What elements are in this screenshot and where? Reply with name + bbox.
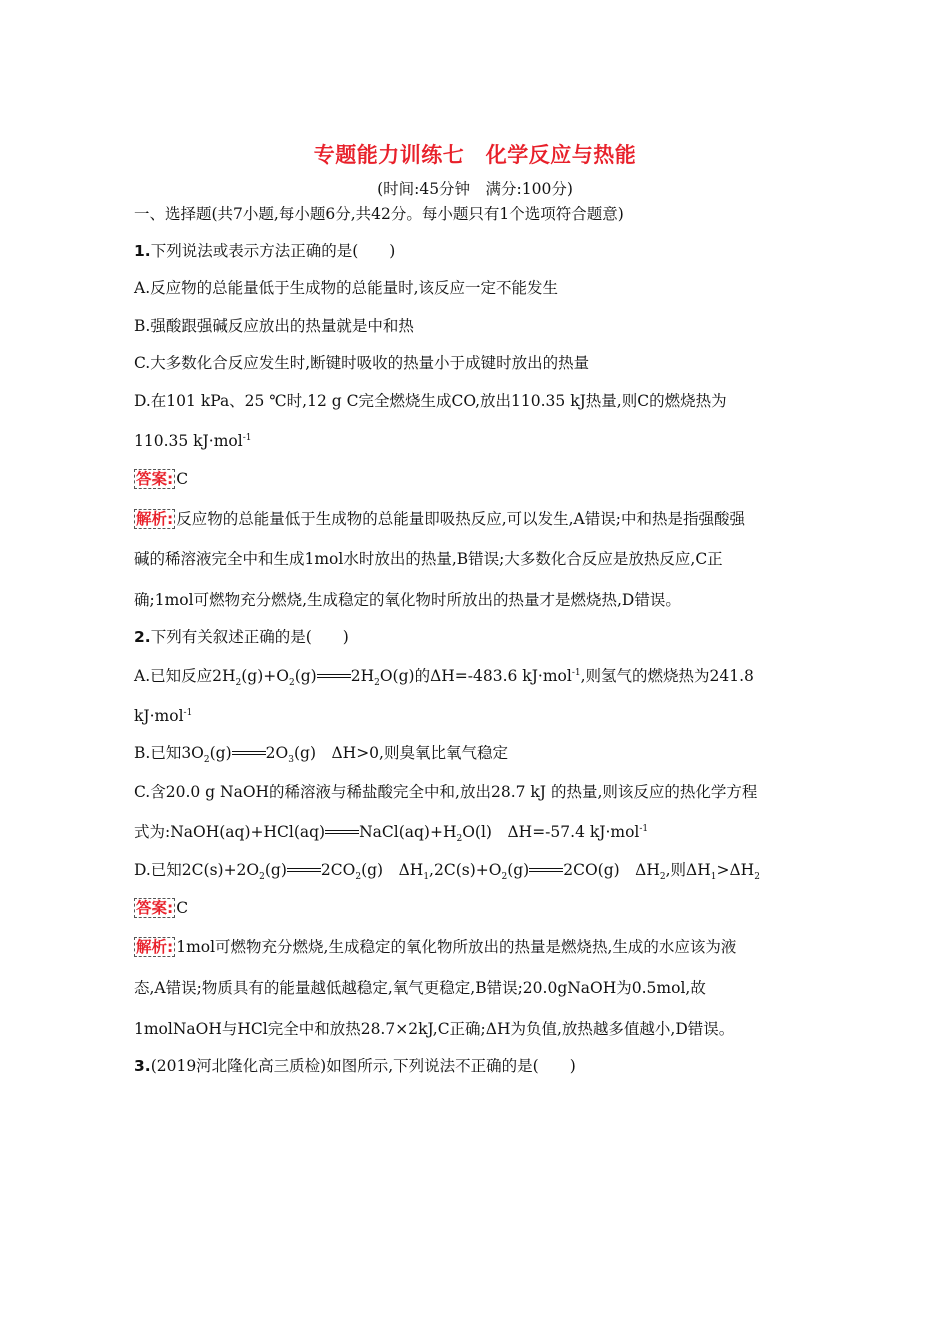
equation-double-bar-icon: [232, 749, 266, 759]
answer-label: 答案:: [136, 899, 174, 917]
equation-double-bar-icon: [325, 828, 359, 838]
question-2-analysis-line-2: 态,A错误;物质具有的能量越低越稳定,氧气更稳定,B错误;20.0gNaOH为0.5mol,故: [134, 979, 706, 997]
question-2-analysis: 解析: 1mol可燃物充分燃烧,生成稳定的氧化物所放出的热量是燃烧热,生成的水应该为液: [136, 938, 737, 956]
question-2-analysis-line-3: 1molNaOH与HCl完全中和放热28.7×2kJ,C正确;ΔH为负值,放热越多值越小,D错误。: [134, 1020, 735, 1038]
question-2-option-d: D.已知$2C(s)+2O_2(g)$ $2CO_2(g)$ $\Delta H_1,2C(s)+O_2(g)$ 2CO(g) $\Delta H_2$,则$\Delta H_1>\Delta H_2$: [134, 861, 760, 883]
equation-double-bar-icon: [529, 866, 563, 876]
answer-label: 答案:: [136, 470, 174, 488]
question-1-stem: 1.下列说法或表示方法正确的是( ): [134, 242, 396, 260]
question-1-analysis: 解析: 反应物的总能量低于生成物的总能量即吸热反应,可以发生,A错误;中和热是指强酸强: [136, 510, 745, 528]
question-1-analysis-line-2: 碱的稀溶液完全中和生成1mol水时放出的热量,B错误;大多数化合反应是放热反应,C正: [134, 550, 723, 568]
question-1-option-b: B.强酸跟强碱反应放出的热量就是中和热: [134, 317, 414, 335]
question-1-option-a: A.反应物的总能量低于生成物的总能量时,该反应一定不能发生: [134, 279, 559, 297]
question-1-option-d: D.在101 kPa、25 ℃时,12 g C完全燃烧生成CO,放出110.35 kJ热量,则C的燃烧热为: [134, 392, 727, 410]
question-2-option-a: A.已知反应$2H_2(g)+O_2(g)$ $2H_2O(g)$的ΔH=-483.6 kJ·mol$^{-1}$,则氢气的燃烧热为241.8: [134, 667, 754, 689]
question-2-option-a-cont: kJ·mol$^{-1}$: [134, 707, 193, 725]
analysis-label: 解析:: [136, 510, 174, 528]
question-1-answer: 答案: C: [136, 470, 189, 488]
question-2-answer: 答案: C: [136, 899, 189, 917]
question-1-option-d-cont: 110.35 kJ·mol$^{-1}$: [134, 432, 252, 450]
question-1-analysis-line-3: 确;1mol可燃物充分燃烧,生成稳定的氧化物时所放出的热量才是燃烧热,D错误。: [134, 591, 681, 609]
question-2-option-b: B.已知$3O_2(g)$ $2O_3(g)$ ΔH>0,则臭氧比氧气稳定: [134, 744, 508, 766]
page-subtitle: (时间:45分钟 满分:100分): [377, 180, 573, 198]
question-2-stem: 2.下列有关叙述正确的是( ): [134, 628, 349, 646]
page-title: 专题能力训练七 化学反应与热能: [313, 143, 637, 167]
question-3-stem: 3.(2019河北隆化高三质检)如图所示,下列说法不正确的是( ): [134, 1057, 576, 1075]
equation-double-bar-icon: [317, 672, 351, 682]
question-2-option-c: C.含20.0 g NaOH的稀溶液与稀盐酸完全中和,放出28.7 kJ 的热量,则该反应的热化学方程: [134, 783, 758, 801]
question-2-option-c-cont: 式为:NaOH(aq)+HCl(aq) $NaCl(aq)+H_2O(l)$ ΔH=-57.4 kJ·mol$^{-1}$: [134, 823, 649, 845]
equation-double-bar-icon: [287, 866, 321, 876]
question-1-option-c: C.大多数化合反应发生时,断键时吸收的热量小于成键时放出的热量: [134, 354, 590, 372]
section-heading: 一、选择题(共7小题,每小题6分,共42分。每小题只有1个选项符合题意): [134, 205, 624, 223]
analysis-label: 解析:: [136, 938, 174, 956]
